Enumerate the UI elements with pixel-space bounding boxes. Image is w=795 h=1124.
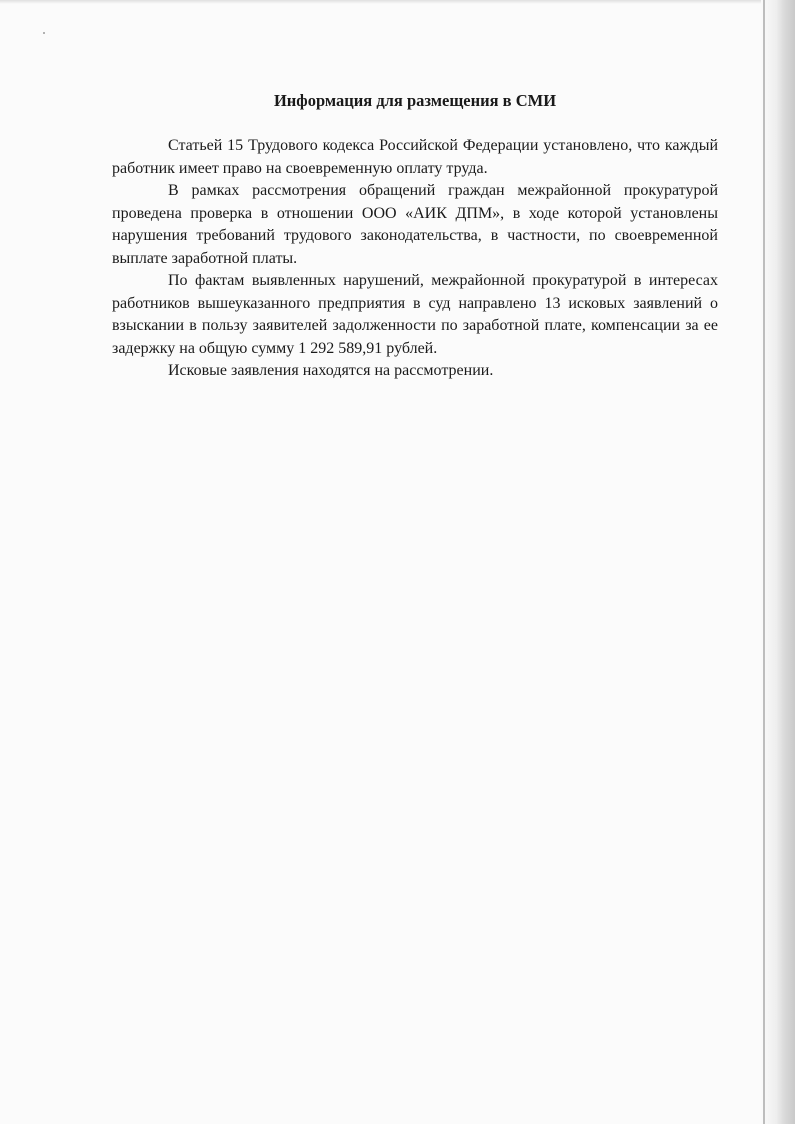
scan-speck bbox=[43, 32, 45, 34]
paragraph-4: Исковые заявления находятся на рассмотрении. bbox=[168, 362, 494, 379]
scan-top-shadow bbox=[0, 0, 795, 4]
scan-edge-line bbox=[763, 0, 765, 1124]
document-title: Информация для размещения в СМИ bbox=[273, 91, 557, 110]
document-body bbox=[112, 90, 718, 383]
paragraph-2: В рамках рассмотрения обращений граждан межрайонной прокуратурой проведена проверка в отношении ООО «АИК ДПМ», в ходе которой установлены нарушения требований трудового законодательства, в частности, по своевременной выплате заработной платы. bbox=[112, 182, 718, 267]
paragraph-3: По фактам выявленных нарушений, межрайонной прокуратурой в интересах работников вышеуказанного предприятия в суд направлено 13 исковых заявлений о взыскании в пользу заявителей задолженности по заработной плате, компенсации за ее задержку на общую сумму 1 292 589,91 рублей. bbox=[112, 272, 718, 357]
paragraph-1: Статьей 15 Трудового кодекса Российской Федерации установлено, что каждый работник имеет право на своевременную оплату труда. bbox=[112, 137, 718, 177]
scan-right-shadow bbox=[761, 0, 795, 1124]
